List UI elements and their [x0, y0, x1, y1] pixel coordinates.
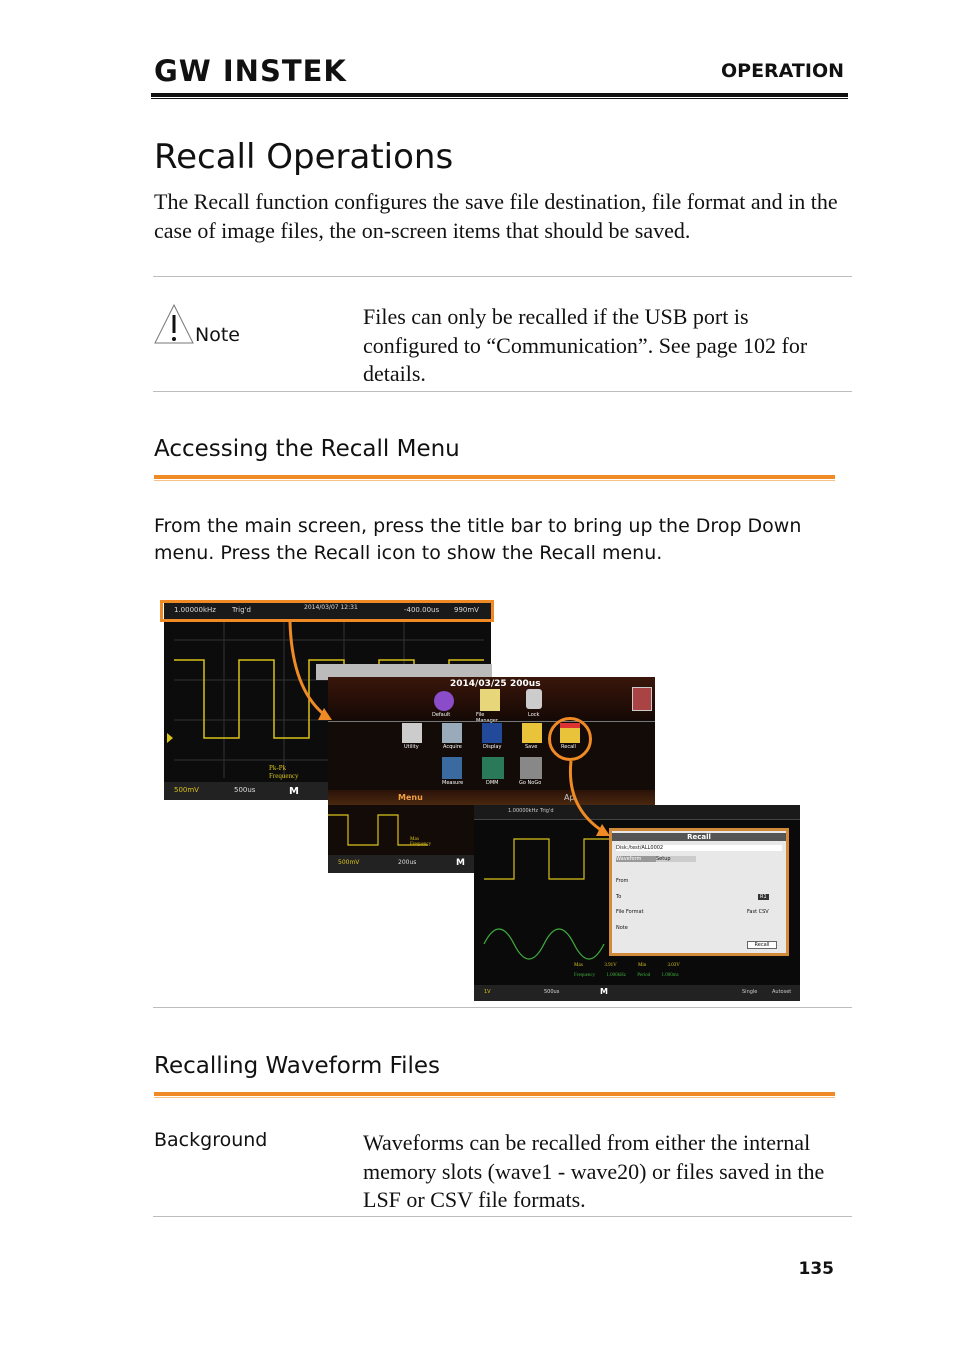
- dropdown-time: 200us: [510, 679, 541, 689]
- intro-paragraph: The Recall function configures the save file destination, file format and in the case of image files, the on-screen items that should be saved.: [154, 189, 838, 243]
- recall-icon-highlight: [548, 717, 592, 761]
- dmm-icon[interactable]: [482, 757, 504, 779]
- meas-frequency: Frequency: [410, 842, 432, 847]
- divider: [153, 391, 852, 392]
- ch1-scale: 500mV: [174, 786, 199, 794]
- divider: [153, 276, 852, 277]
- meas-panel-3b: [574, 973, 679, 978]
- meas-period: Period: [637, 973, 651, 978]
- meas-frequency: Frequency: [269, 772, 299, 780]
- background-label: Background: [154, 1129, 268, 1151]
- orange-rule: [154, 1092, 835, 1096]
- meas-max: Max: [574, 963, 584, 968]
- go-nogo-label: Go NoGo: [519, 780, 542, 786]
- gw-instek-logo: [154, 54, 347, 88]
- status-bar-3: [474, 985, 800, 1001]
- display-label: Display: [483, 744, 502, 750]
- row-format-label: File Format: [616, 909, 644, 915]
- trig-status: Trig'd: [540, 808, 554, 814]
- orange-rule-thin: [154, 1097, 835, 1098]
- measure-icon[interactable]: [442, 757, 462, 779]
- meas-min-value: 3.03V: [667, 963, 680, 968]
- single-button[interactable]: Single: [742, 989, 758, 995]
- row-to-value[interactable]: R1: [760, 894, 767, 900]
- dropdown-date: 2014/03/25: [450, 679, 507, 689]
- close-icon[interactable]: [632, 687, 652, 711]
- recall-button[interactable]: Recall: [747, 941, 777, 949]
- trig-status: Trig'd: [232, 606, 251, 614]
- date-readout: 2014/03/07 12:31: [304, 604, 358, 611]
- note-label: Note: [195, 324, 240, 346]
- background-text: Waveforms can be recalled from either the internal memory slots (wave1 - wave20) or files saved in the LSF or CSV file formats.: [363, 1130, 825, 1212]
- section-tag: OPERATION: [721, 60, 844, 82]
- m-icon: M: [456, 858, 465, 868]
- header-rule-thin: [151, 98, 848, 99]
- screen-recall-menu: [474, 805, 800, 1001]
- meas-max-value: 3.91V: [604, 963, 617, 968]
- dmm-label: DMM: [486, 780, 499, 786]
- utility-label: Utility: [404, 744, 419, 750]
- default-icon[interactable]: [434, 691, 454, 711]
- row-note-label: Note: [616, 925, 628, 931]
- tab-waveform[interactable]: Waveform: [616, 856, 656, 862]
- save-icon[interactable]: [522, 723, 542, 743]
- meas-panel: [269, 764, 329, 780]
- page-title: Recall Operations: [154, 137, 454, 177]
- time-scale: 500us: [234, 786, 256, 794]
- orange-rule-thin: [154, 480, 835, 481]
- volt-readout: 990mV: [454, 606, 479, 614]
- m-icon: M: [600, 987, 608, 996]
- section-heading-access: Accessing the Recall Menu: [154, 436, 460, 462]
- meas-panel-2: [410, 837, 431, 847]
- section-heading-waveform: Recalling Waveform Files: [154, 1053, 441, 1079]
- save-label: Save: [525, 744, 538, 750]
- menu-tab[interactable]: Menu: [398, 793, 423, 802]
- meas-pkpk: Pk-Pk: [269, 764, 287, 772]
- go-nogo-icon[interactable]: [520, 757, 542, 779]
- m-icon: M: [289, 786, 299, 797]
- time-scale: 200us: [398, 859, 417, 866]
- time-scale: 500us: [544, 989, 560, 995]
- header-rule: [151, 93, 848, 97]
- row-format-value[interactable]: Fast CSV: [747, 909, 769, 915]
- warning-icon: [153, 303, 195, 345]
- file-manager-icon[interactable]: [480, 689, 500, 711]
- utility-icon[interactable]: [402, 723, 422, 743]
- acquire-label: Acquire: [443, 744, 462, 750]
- divider: [153, 1007, 852, 1008]
- meas-period-value: 1.000ms: [661, 973, 679, 978]
- dialog-title: Recall: [612, 833, 786, 841]
- file-manager-label: File: [476, 712, 485, 718]
- divider: [153, 1216, 852, 1217]
- recall-label: Recall: [561, 744, 576, 750]
- meas-panel-3: [574, 963, 680, 968]
- note-text: Files can only be recalled if the USB port is configured to “Communication”. See page 102 for details.: [363, 304, 808, 386]
- orange-rule: [154, 475, 835, 479]
- meas-frequency: Frequency: [574, 973, 596, 978]
- access-instructions: From the main screen, press the title bar to bring up the Drop Down menu. Press the Recall icon to show the Recall menu.: [154, 515, 802, 564]
- tab-setup[interactable]: Setup: [656, 856, 696, 862]
- logo-text: GW INSTEK: [154, 54, 347, 88]
- row-from-label: From: [616, 878, 629, 884]
- lock-icon[interactable]: [526, 689, 542, 709]
- meas-min: Min: [637, 963, 647, 968]
- default-label: Default: [432, 712, 451, 718]
- acquire-icon[interactable]: [442, 723, 462, 743]
- page-number: 135: [798, 1259, 834, 1279]
- ch1-scale: 1V: [484, 989, 491, 995]
- app-tab[interactable]: Ap: [564, 793, 575, 802]
- autoset-button[interactable]: Autoset: [772, 989, 792, 995]
- ch1-scale: 500mV: [338, 859, 360, 866]
- display-icon[interactable]: [482, 723, 502, 743]
- measure-label: Measure: [442, 780, 464, 786]
- meas-frequency-value: 1.000kHz: [606, 973, 626, 978]
- recall-dialog: [609, 828, 789, 956]
- timebase-readout: -400.00us: [404, 606, 440, 614]
- file-path[interactable]: Disk:/test/ALL0002: [616, 845, 782, 851]
- freq-readout: 1.00000kHz: [174, 606, 216, 614]
- freq-readout: 1.00000kHz: [508, 808, 538, 814]
- lock-label: Lock: [528, 712, 540, 718]
- meas-max: Max: [410, 837, 420, 842]
- row-to-label: To: [616, 894, 622, 900]
- title-bar-highlight: [160, 600, 494, 622]
